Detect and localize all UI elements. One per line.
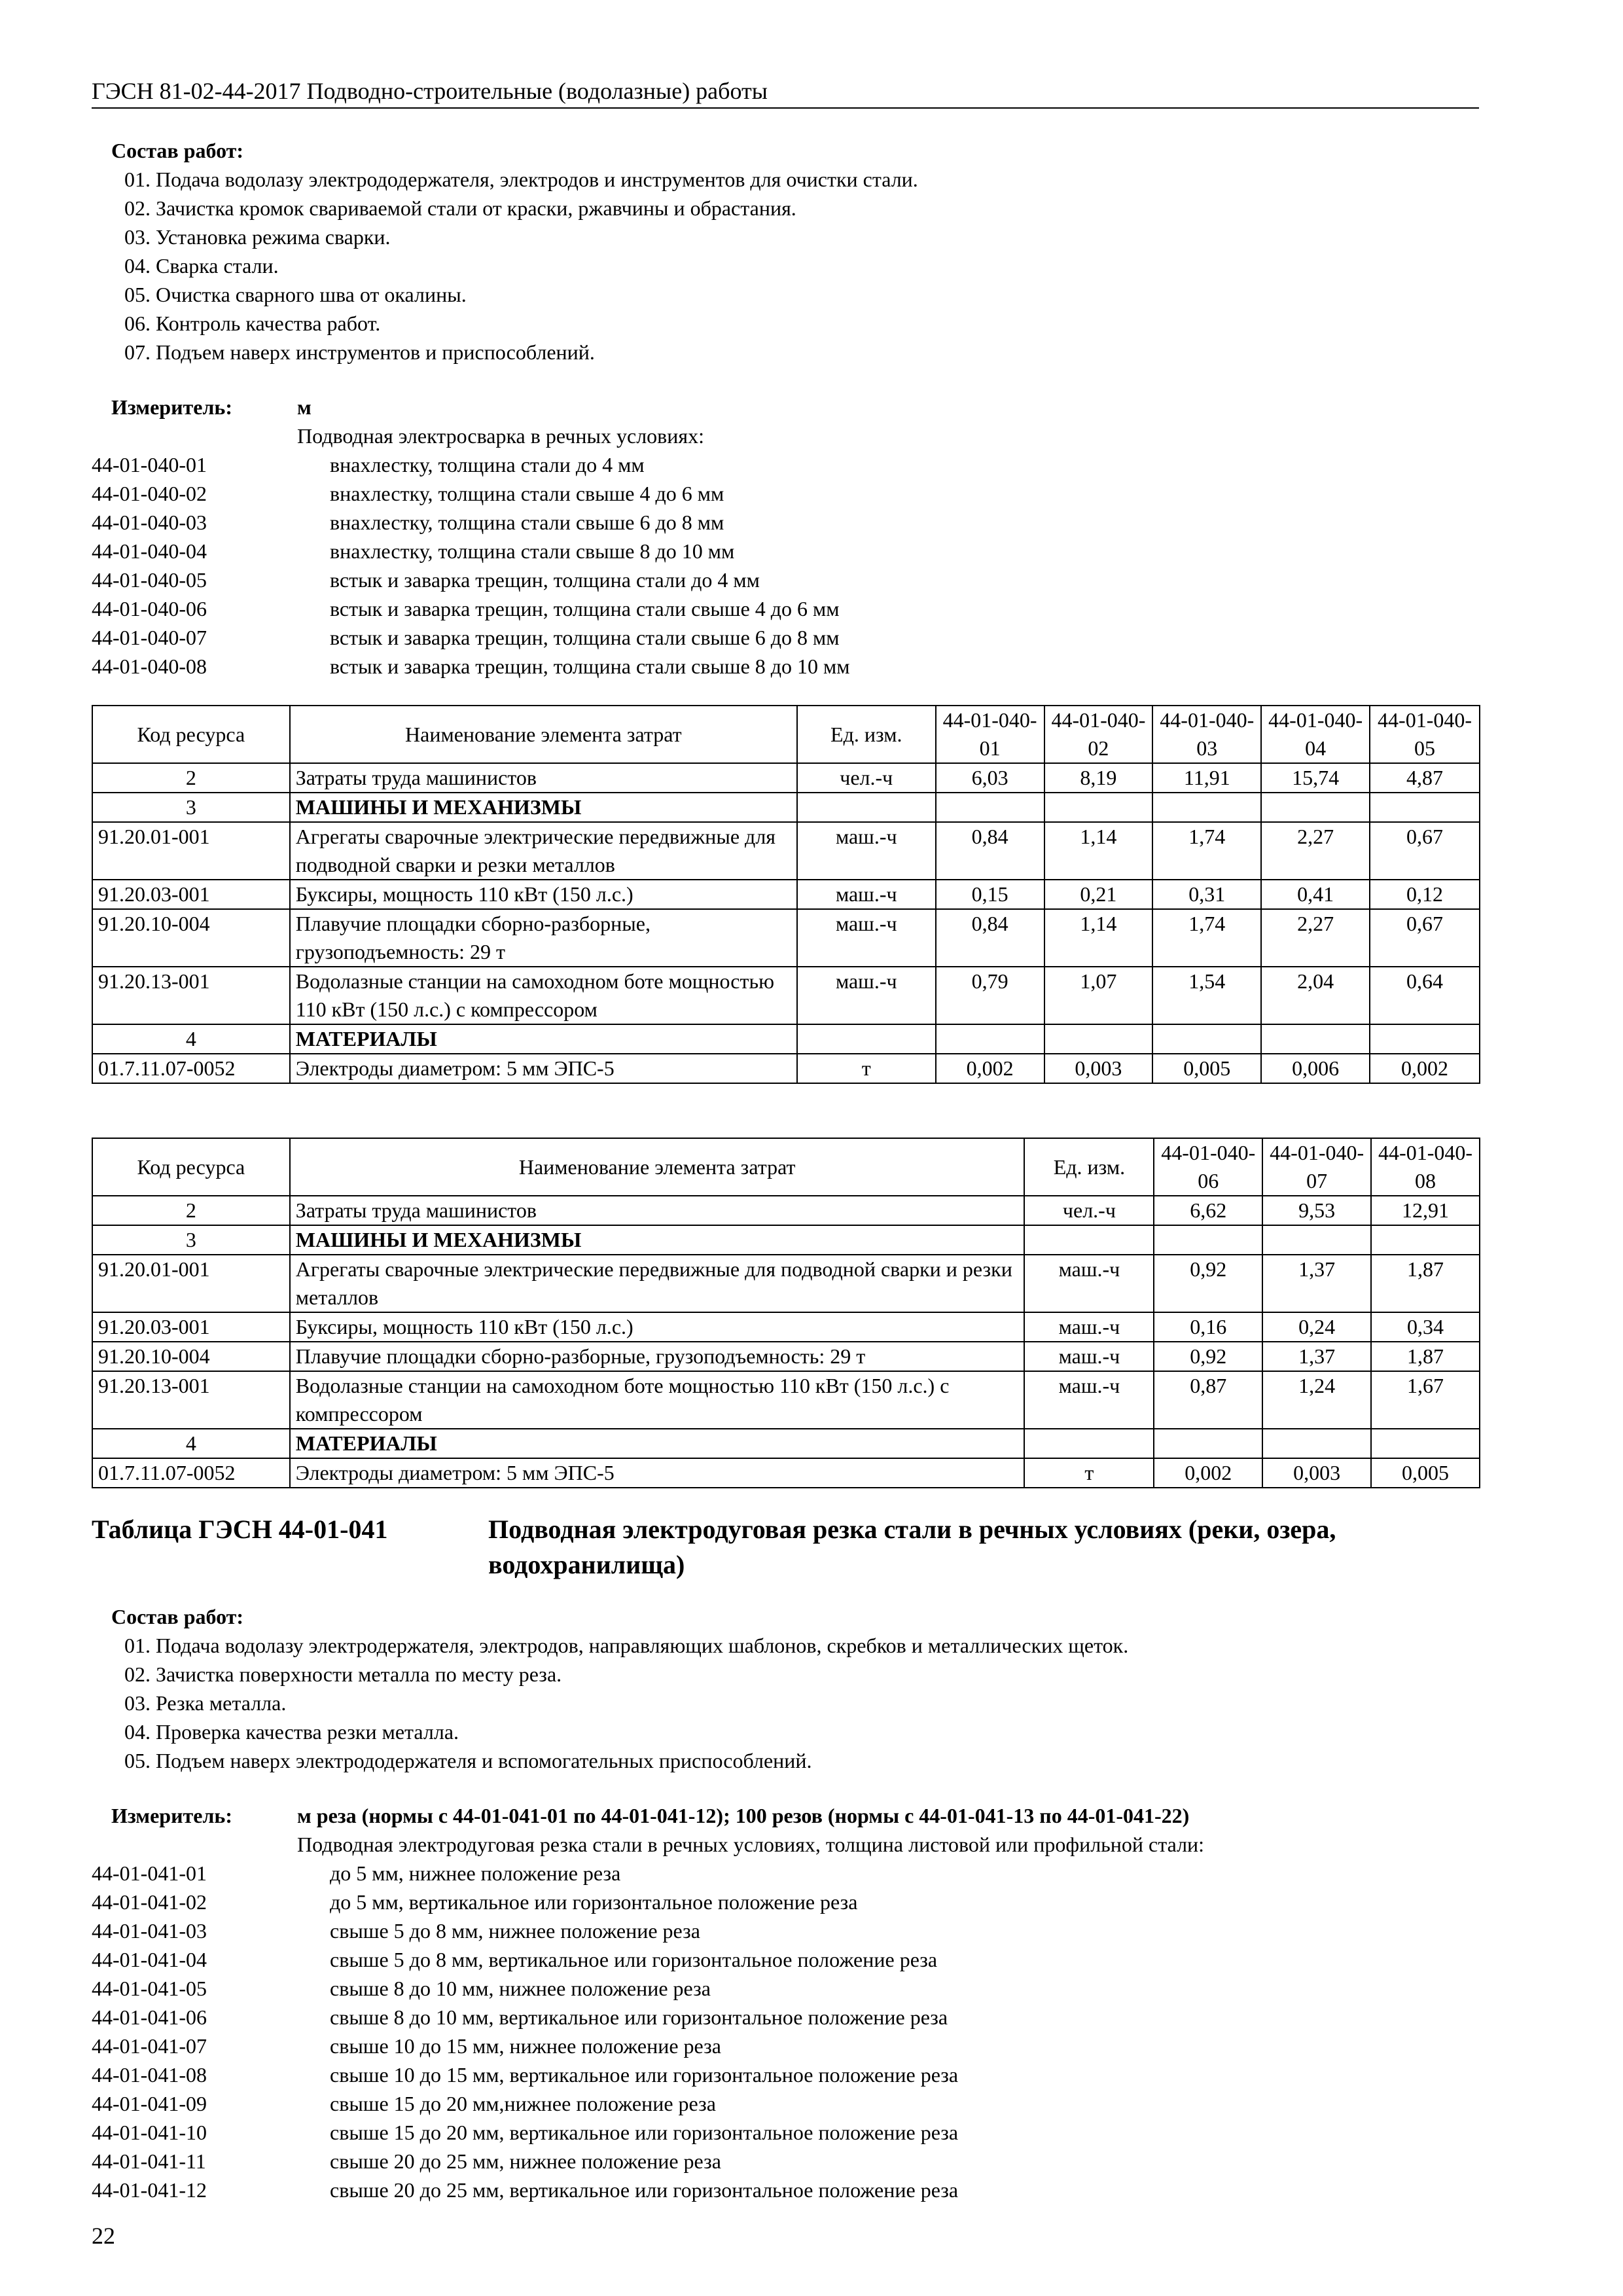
section1 [92, 136, 1492, 681]
resource-code: 2 [92, 763, 290, 793]
norm-code: 44-01-040-01 [92, 453, 207, 476]
resource-code: 91.20.01-001 [92, 1255, 290, 1312]
column-header: 44-01-040-05 [1370, 706, 1480, 763]
norm-value [1154, 1225, 1262, 1255]
norm-value: 8,19 [1044, 763, 1153, 793]
column-header: Код ресурса [92, 1138, 290, 1196]
resource-code: 3 [92, 793, 290, 822]
work-item: 02. Зачистка кромок свариваемой стали от краски, ржавчины и обрастания. [124, 196, 796, 220]
norm-code: 44-01-041-11 [92, 2149, 206, 2173]
resource-name: Агрегаты сварочные электрические передвижные для подводной сварки и резки металлов [290, 822, 797, 880]
code-row [92, 652, 1492, 681]
norm-description: внахлестку, толщина стали свыше 6 до 8 мм [330, 511, 724, 534]
table-row [92, 1458, 1480, 1488]
norm-value [936, 1024, 1044, 1054]
unit: маш.-ч [797, 822, 936, 880]
norm-value: 15,74 [1261, 763, 1370, 793]
norm-value: 0,003 [1044, 1054, 1153, 1083]
resource-name: Агрегаты сварочные электрические передвижные для подводной сварки и резки металлов [290, 1255, 1025, 1312]
resource-code: 01.7.11.07-0052 [92, 1054, 290, 1083]
norm-description: свыше 10 до 15 мм, вертикальное или горизонтальное положение реза [330, 2063, 959, 2087]
norm-value: 1,37 [1262, 1255, 1371, 1312]
table-row [92, 909, 1480, 967]
norm-description: до 5 мм, вертикальное или горизонтальное положение реза [330, 1890, 858, 1914]
column-header: 44-01-040-02 [1044, 706, 1153, 763]
unit: т [1024, 1458, 1154, 1488]
page-header: ГЭСН 81-02-44-2017 Подводно-строительные (водолазные) работы [92, 77, 1479, 109]
unit: маш.-ч [1024, 1312, 1154, 1342]
norm-value: 2,27 [1261, 822, 1370, 880]
norm-value: 1,24 [1262, 1371, 1371, 1429]
measure-row [92, 393, 1492, 422]
resource-code: 01.7.11.07-0052 [92, 1458, 290, 1488]
work-title: Состав работ: [111, 1605, 244, 1628]
table-row [92, 1371, 1480, 1429]
column-header: 44-01-040-01 [936, 706, 1044, 763]
unit: чел.-ч [1024, 1196, 1154, 1225]
norm-code: 44-01-041-02 [92, 1890, 207, 1914]
work-item: 03. Резка металла. [124, 1691, 287, 1715]
work-item: 04. Сварка стали. [124, 254, 279, 278]
norm-value: 1,54 [1152, 967, 1261, 1024]
norm-value: 0,67 [1370, 822, 1480, 880]
norm-value [1371, 1429, 1480, 1458]
norm-description: свыше 5 до 8 мм, вертикальное или горизонтальное положение реза [330, 1948, 938, 1971]
resource-name: Плавучие площадки сборно-разборные, грузоподъемность: 29 т [290, 1342, 1025, 1371]
norm-value: 0,87 [1154, 1371, 1262, 1429]
norm-description: встык и заварка трещин, толщина стали свыше 4 до 6 мм [330, 597, 840, 620]
column-header: Ед. изм. [1024, 1138, 1154, 1196]
norm-value: 1,74 [1152, 822, 1261, 880]
norm-code: 44-01-040-07 [92, 626, 207, 649]
norm-description: свыше 15 до 20 мм, вертикальное или горизонтальное положение реза [330, 2121, 959, 2144]
code-row [92, 1945, 1492, 1974]
norm-description: встык и заварка трещин, толщина стали до 4 мм [330, 568, 760, 592]
table-title [92, 1512, 1492, 1583]
group-title: Подводная электросварка в речных условиях: [297, 424, 704, 448]
code-row [92, 1888, 1492, 1916]
norm-code: 44-01-041-03 [92, 1919, 207, 1943]
norm-value: 12,91 [1371, 1196, 1480, 1225]
resource-code: 91.20.03-001 [92, 1312, 290, 1342]
work-item: 01. Подача водолазу электрододержателя, электродов и инструментов для очистки стали. [124, 168, 918, 191]
table-row [92, 1429, 1480, 1458]
norm-value: 1,74 [1152, 909, 1261, 967]
norm-value [1044, 1024, 1153, 1054]
table-row [92, 1054, 1480, 1083]
measure-label: Измеритель: [111, 1804, 232, 1827]
code-list [92, 450, 1492, 681]
resource-name: Электроды диаметром: 5 мм ЭПС-5 [290, 1054, 797, 1083]
norm-value: 0,84 [936, 822, 1044, 880]
norm-value: 1,37 [1262, 1342, 1371, 1371]
measure-value: м реза (нормы с 44-01-041-01 по 44-01-041-12); 100 резов (нормы с 44-01-041-13 по 44-01-041-22) [297, 1804, 1190, 1827]
norm-value: 1,14 [1044, 909, 1153, 967]
resource-name: МАТЕРИАЛЫ [290, 1024, 797, 1054]
norm-value [1370, 1024, 1480, 1054]
norm-description: свыше 10 до 15 мм, нижнее положение реза [330, 2034, 721, 2058]
resource-name: Буксиры, мощность 110 кВт (150 л.с.) [290, 880, 797, 909]
norm-value [1371, 1225, 1480, 1255]
resource-code: 91.20.13-001 [92, 1371, 290, 1429]
norm-code: 44-01-040-05 [92, 568, 207, 592]
norm-value [1152, 1024, 1261, 1054]
work-item: 05. Подъем наверх электрододержателя и вспомогательных приспособлений. [124, 1749, 812, 1772]
table-row [92, 967, 1480, 1024]
norm-value: 0,79 [936, 967, 1044, 1024]
code-row [92, 2176, 1492, 2204]
resource-table-1 [92, 705, 1480, 1084]
norm-value [1152, 793, 1261, 822]
code-row [92, 2147, 1492, 2176]
table-row [92, 763, 1480, 793]
table-row [92, 822, 1480, 880]
code-row [92, 1916, 1492, 1945]
unit: маш.-ч [797, 967, 936, 1024]
resource-name: Водолазные станции на самоходном боте мощностью 110 кВт (150 л.с.) с компрессором [290, 967, 797, 1024]
norm-value [1044, 793, 1153, 822]
norm-value: 2,04 [1261, 967, 1370, 1024]
norm-value: 0,34 [1371, 1312, 1480, 1342]
norm-value [1261, 793, 1370, 822]
column-header: Наименование элемента затрат [290, 706, 797, 763]
section2 [92, 1602, 1492, 2204]
resource-name: Затраты труда машинистов [290, 1196, 1025, 1225]
unit: маш.-ч [1024, 1255, 1154, 1312]
column-header: 44-01-040-03 [1152, 706, 1261, 763]
norm-code: 44-01-040-04 [92, 539, 207, 563]
norm-value [1262, 1225, 1371, 1255]
unit [1024, 1429, 1154, 1458]
norm-value: 2,27 [1261, 909, 1370, 967]
unit [797, 1024, 936, 1054]
norm-description: свыше 20 до 25 мм, нижнее положение реза [330, 2149, 721, 2173]
norm-value: 0,41 [1261, 880, 1370, 909]
norm-description: свыше 15 до 20 мм,нижнее положение реза [330, 2092, 716, 2115]
column-header: 44-01-040-06 [1154, 1138, 1262, 1196]
norm-value: 0,002 [936, 1054, 1044, 1083]
code-row [92, 1859, 1492, 1888]
resource-code: 91.20.03-001 [92, 880, 290, 909]
work-item: 04. Проверка качества резки металла. [124, 1720, 459, 1744]
unit: чел.-ч [797, 763, 936, 793]
norm-value: 0,006 [1261, 1054, 1370, 1083]
group-title: Подводная электродуговая резка стали в речных условиях, толщина листовой или профильной стали: [297, 1833, 1205, 1856]
norm-description: свыше 5 до 8 мм, нижнее положение реза [330, 1919, 700, 1943]
column-header: 44-01-040-04 [1261, 706, 1370, 763]
code-row [92, 508, 1492, 537]
norm-code: 44-01-041-06 [92, 2005, 207, 2029]
norm-value: 0,84 [936, 909, 1044, 967]
norm-code: 44-01-041-08 [92, 2063, 207, 2087]
resource-code: 91.20.10-004 [92, 909, 290, 967]
resource-name: Плавучие площадки сборно-разборные, грузоподъемность: 29 т [290, 909, 797, 967]
table-row [92, 1312, 1480, 1342]
norm-value [936, 793, 1044, 822]
measure-value: м [297, 395, 312, 419]
norm-value: 0,16 [1154, 1312, 1262, 1342]
code-row [92, 537, 1492, 565]
page-number: 22 [92, 2223, 115, 2249]
norm-value: 0,12 [1370, 880, 1480, 909]
table-row [92, 1225, 1480, 1255]
norm-description: внахлестку, толщина стали до 4 мм [330, 453, 645, 476]
resource-name: Водолазные станции на самоходном боте мощностью 110 кВт (150 л.с.) с компрессором [290, 1371, 1025, 1429]
norm-value: 0,003 [1262, 1458, 1371, 1488]
resource-name: Электроды диаметром: 5 мм ЭПС-5 [290, 1458, 1025, 1488]
norm-value: 1,87 [1371, 1255, 1480, 1312]
work-item: 03. Установка режима сварки. [124, 225, 391, 249]
norm-value [1261, 1024, 1370, 1054]
column-header: Ед. изм. [797, 706, 936, 763]
norm-value: 1,14 [1044, 822, 1153, 880]
norm-value: 0,005 [1152, 1054, 1261, 1083]
norm-value: 1,67 [1371, 1371, 1480, 1429]
norm-description: свыше 20 до 25 мм, вертикальное или горизонтальное положение реза [330, 2178, 959, 2202]
resource-table-2 [92, 1138, 1480, 1488]
norm-value: 4,87 [1370, 763, 1480, 793]
unit [1024, 1225, 1154, 1255]
work-title: Состав работ: [111, 139, 244, 162]
norm-code: 44-01-041-12 [92, 2178, 207, 2202]
norm-value [1370, 793, 1480, 822]
norm-description: внахлестку, толщина стали свыше 4 до 6 мм [330, 482, 724, 505]
norm-description: свыше 8 до 10 мм, вертикальное или горизонтальное положение реза [330, 2005, 948, 2029]
code-row [92, 2003, 1492, 2032]
code-list [92, 1859, 1492, 2204]
resource-code: 91.20.10-004 [92, 1342, 290, 1371]
resource-code: 91.20.13-001 [92, 967, 290, 1024]
code-row [92, 1974, 1492, 2003]
norm-value [1154, 1429, 1262, 1458]
table-title-text: Подводная электродуговая резка стали в речных условиях (реки, озера, водохранилища) [488, 1515, 1336, 1579]
norm-value: 0,64 [1370, 967, 1480, 1024]
norm-value: 0,002 [1154, 1458, 1262, 1488]
column-header: 44-01-040-08 [1371, 1138, 1480, 1196]
norm-value: 0,21 [1044, 880, 1153, 909]
unit: маш.-ч [1024, 1342, 1154, 1371]
column-header: Наименование элемента затрат [290, 1138, 1025, 1196]
code-row [92, 2089, 1492, 2118]
norm-code: 44-01-040-03 [92, 511, 207, 534]
table-row [92, 793, 1480, 822]
resource-code: 3 [92, 1225, 290, 1255]
norm-value: 6,62 [1154, 1196, 1262, 1225]
code-row [92, 2032, 1492, 2060]
norm-code: 44-01-041-09 [92, 2092, 207, 2115]
table-title-label: Таблица ГЭСН 44-01-041 [92, 1515, 388, 1544]
unit: маш.-ч [797, 880, 936, 909]
work-item: 05. Очистка сварного шва от окалины. [124, 283, 467, 306]
table-row [92, 880, 1480, 909]
table-row [92, 1255, 1480, 1312]
norm-value: 0,24 [1262, 1312, 1371, 1342]
table-row [92, 1196, 1480, 1225]
work-items [92, 1631, 1492, 1775]
norm-value: 6,03 [936, 763, 1044, 793]
norm-value: 11,91 [1152, 763, 1261, 793]
column-header: 44-01-040-07 [1262, 1138, 1371, 1196]
unit: т [797, 1054, 936, 1083]
work-items [92, 165, 1492, 367]
resource-code: 4 [92, 1429, 290, 1458]
norm-code: 44-01-040-06 [92, 597, 207, 620]
code-row [92, 479, 1492, 508]
norm-code: 44-01-041-04 [92, 1948, 207, 1971]
norm-value: 0,15 [936, 880, 1044, 909]
resource-name: Затраты труда машинистов [290, 763, 797, 793]
norm-code: 44-01-041-07 [92, 2034, 207, 2058]
norm-value: 0,31 [1152, 880, 1261, 909]
norm-value: 0,92 [1154, 1255, 1262, 1312]
norm-code: 44-01-041-10 [92, 2121, 207, 2144]
norm-code: 44-01-041-05 [92, 1977, 207, 2000]
table-row [92, 1342, 1480, 1371]
norm-code: 44-01-040-02 [92, 482, 207, 505]
resource-code: 91.20.01-001 [92, 822, 290, 880]
norm-description: свыше 8 до 10 мм, нижнее положение реза [330, 1977, 711, 2000]
resource-name: Буксиры, мощность 110 кВт (150 л.с.) [290, 1312, 1025, 1342]
norm-value: 0,002 [1370, 1054, 1480, 1083]
norm-description: внахлестку, толщина стали свыше 8 до 10 мм [330, 539, 735, 563]
norm-value: 1,07 [1044, 967, 1153, 1024]
code-row [92, 594, 1492, 623]
norm-value [1262, 1429, 1371, 1458]
norm-description: до 5 мм, нижнее положение реза [330, 1861, 621, 1885]
norm-code: 44-01-041-01 [92, 1861, 207, 1885]
work-item: 02. Зачистка поверхности металла по месту реза. [124, 1662, 562, 1686]
resource-name: МАТЕРИАЛЫ [290, 1429, 1025, 1458]
norm-code: 44-01-040-08 [92, 655, 207, 678]
resource-code: 4 [92, 1024, 290, 1054]
norm-description: встык и заварка трещин, толщина стали свыше 8 до 10 мм [330, 655, 850, 678]
resource-name: МАШИНЫ И МЕХАНИЗМЫ [290, 1225, 1025, 1255]
work-item: 01. Подача водолазу электродержателя, электродов, направляющих шаблонов, скребков и металлических щеток. [124, 1634, 1129, 1657]
column-header: Код ресурса [92, 706, 290, 763]
measure-label: Измеритель: [111, 395, 232, 419]
norm-value: 0,67 [1370, 909, 1480, 967]
norm-value: 0,005 [1371, 1458, 1480, 1488]
resource-name: МАШИНЫ И МЕХАНИЗМЫ [290, 793, 797, 822]
work-item: 06. Контроль качества работ. [124, 312, 381, 335]
norm-value: 9,53 [1262, 1196, 1371, 1225]
measure-row [92, 1801, 1492, 1830]
norm-value: 1,87 [1371, 1342, 1480, 1371]
code-row [92, 2118, 1492, 2147]
unit: маш.-ч [797, 909, 936, 967]
table-row [92, 1024, 1480, 1054]
code-row [92, 450, 1492, 479]
code-row [92, 2060, 1492, 2089]
unit [797, 793, 936, 822]
norm-description: встык и заварка трещин, толщина стали свыше 6 до 8 мм [330, 626, 840, 649]
resource-code: 2 [92, 1196, 290, 1225]
norm-value: 0,92 [1154, 1342, 1262, 1371]
code-row [92, 565, 1492, 594]
unit: маш.-ч [1024, 1371, 1154, 1429]
code-row [92, 623, 1492, 652]
work-item: 07. Подъем наверх инструментов и приспособлений. [124, 340, 595, 364]
